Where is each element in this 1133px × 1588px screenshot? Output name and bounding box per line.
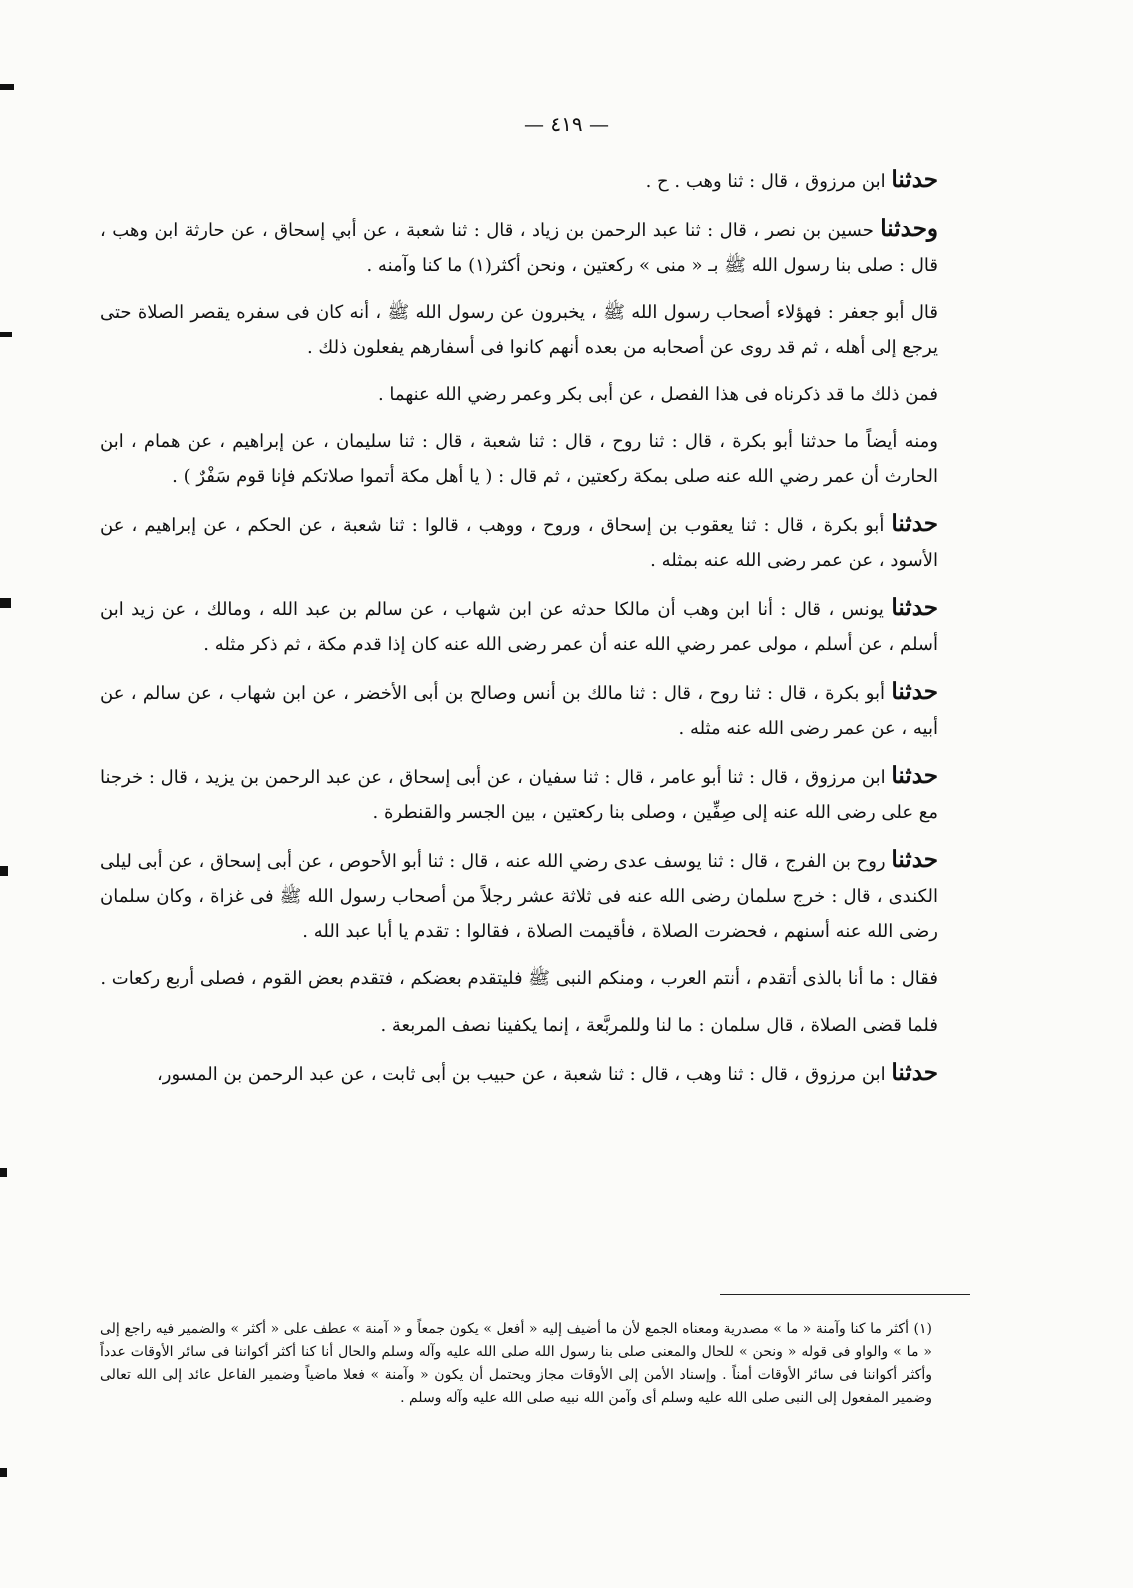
- body-text: [100, 162, 938, 1104]
- paragraph-text: أبو بكرة ، قال : ثنا روح ، قال : ثنا مالك بن أنس وصالح بن أبى الأخضر ، عن ابن شهاب ، عن سالم ، عن أبيه ، عن عمر رضى الله عنه مثله .: [100, 683, 938, 739]
- paragraph: [100, 377, 938, 412]
- paragraph: [100, 295, 938, 365]
- hadith-lead-word: حدثنا: [891, 1059, 938, 1086]
- paragraph: [100, 1008, 938, 1043]
- paragraph: [100, 674, 938, 746]
- paragraph-text: ابن مرزوق ، قال : ثنا أبو عامر ، قال : ثنا سفيان ، عن أبى إسحاق ، عن عبد الرحمن بن يزيد ، قال : خرجنا مع على رضى الله عنه إلى صِفِّين ، وصلى بنا ركعتين ، بين الجسر والقنطرة .: [100, 767, 938, 823]
- margin-mark: [0, 1468, 7, 1477]
- margin-mark: [0, 598, 11, 608]
- paragraph: [100, 506, 938, 578]
- paragraph: [100, 961, 938, 996]
- paragraph-text: حسين بن نصر ، قال : ثنا عبد الرحمن بن زياد ، قال : ثنا شعبة ، عن أبي إسحاق ، عن حارثة ابن وهب ، قال : صلى بنا رسول الله ﷺ بـ « منى » ركعتين ، ونحن أكثر(١) ما كنا وآمنه .: [100, 220, 938, 276]
- paragraph: [100, 162, 938, 199]
- hadith-lead-word: حدثنا: [891, 510, 938, 537]
- paragraph: [100, 424, 938, 494]
- paragraph-text: ابن مرزوق ، قال : ثنا وهب . ح .: [645, 171, 892, 192]
- paragraph-text: ابن مرزوق ، قال : ثنا وهب ، قال : ثنا شعبة ، عن حبيب بن أبى ثابت ، عن عبد الرحمن بن المسور،: [156, 1064, 892, 1085]
- paragraph: [100, 842, 938, 949]
- hadith-lead-word: حدثنا: [891, 594, 938, 621]
- paragraph: [100, 758, 938, 830]
- paragraph-text: فمن ذلك ما قد ذكرناه فى هذا الفصل ، عن أبى بكر وعمر رضي الله عنهما .: [377, 384, 938, 405]
- paragraph: [100, 1055, 938, 1092]
- paragraph-text: فقال : ما أنا بالذى أتقدم ، أنتم العرب ، ومنكم النبى ﷺ فليتقدم بعضكم ، فتقدم بعض القوم ، فصلى أربع ركعات .: [100, 968, 938, 989]
- hadith-lead-word: حدثنا: [891, 846, 938, 873]
- paragraph-text: قال أبو جعفر : فهؤلاء أصحاب رسول الله ﷺ ، يخبرون عن رسول الله ﷺ ، أنه كان فى سفره يقصر الصلاة حتى يرجع إلى أهله ، ثم قد روى عن أصحابه من بعده أنهم كانوا فى أسفارهم يفعلون ذلك .: [100, 302, 938, 358]
- paragraph-text: أبو بكرة ، قال : ثنا يعقوب بن إسحاق ، وروح ، ووهب ، قالوا : ثنا شعبة ، عن الحكم ، عن إبراهيم ، عن الأسود ، عن عمر رضى الله عنه بمثله .: [100, 515, 938, 571]
- paragraph-text: ومنه أيضاً ما حدثنا أبو بكرة ، قال : ثنا روح ، قال : ثنا شعبة ، قال : ثنا سليمان ، عن إبراهيم ، عن همام ، ابن الحارث أن عمر رضي الله عنه صلى بمكة ركعتين ، ثم قال : ( يا أهل مكة أتموا صلاتكم فإنا قوم سَفْرٌ ) .: [100, 431, 938, 487]
- page-number: — ٤١٩ —: [524, 112, 609, 136]
- hadith-lead-word: حدثنا: [891, 678, 938, 705]
- margin-mark: [0, 332, 12, 337]
- footnote-separator: [720, 1294, 970, 1295]
- footnote: (١) أكثر ما كنا وآمنة « ما » مصدرية ومعناه الجمع لأن ما أضيف إليه « أفعل » يكون جمعاً و « آمنة » عطف على « أكثر » والضمير فيه راجع إلى « ما » والواو فى قوله « ونحن » للحال والمعنى صلى بنا رسول الله صلى الله عليه وآله وسلم والحال أنا كنا أكثر أكواننا فى سائر الأوقات عدداً وأكثر أكواننا فى سائر الأوقات أمناً . وإسناد الأمن إلى الأوقات مجاز ويحتمل أن يكون « وآمنة » فعلا ماضياً وضمير الفاعل عائد إلى الله تعالى وضمير المفعول إلى النبى صلى الله عليه وسلم أى وآمن الله نبيه صلى الله عليه وآله وسلم .: [100, 1321, 932, 1406]
- margin-mark: [0, 1168, 7, 1177]
- margin-mark: [0, 84, 14, 90]
- margin-mark: [0, 866, 8, 876]
- paragraph-text: فلما قضى الصلاة ، قال سلمان : ما لنا وللمربَّعة ، إنما يكفينا نصف المربعة .: [380, 1015, 938, 1036]
- hadith-lead-word: حدثنا: [891, 762, 938, 789]
- paragraph-text: يونس ، قال : أنا ابن وهب أن مالكا حدثه عن ابن شهاب ، عن سالم بن عبد الله ، ومالك ، عن زيد ابن أسلم ، عن أسلم ، مولى عمر رضي الله عنه أن عمر رضى الله عنه كان إذا قدم مكة ، ثم ذكر مثله .: [100, 599, 938, 655]
- hadith-lead-word: وحدثنا: [880, 215, 939, 242]
- paragraph-text: روح بن الفرج ، قال : ثنا يوسف عدى رضي الله عنه ، قال : ثنا أبو الأحوص ، عن أبى إسحاق ، عن أبى ليلى الكندى ، قال : خرج سلمان رضى الله عنه فى ثلاثة عشر رجلاً من أصحاب رسول الله ﷺ فى غزاة ، وكان سلمان رضى الله عنه أسنهم ، فحضرت الصلاة ، فأقيمت الصلاة ، فقالوا : تقدم يا أبا عبد الله .: [100, 851, 938, 942]
- hadith-lead-word: حدثنا: [891, 166, 938, 193]
- paragraph: [100, 590, 938, 662]
- paragraph: [100, 211, 938, 283]
